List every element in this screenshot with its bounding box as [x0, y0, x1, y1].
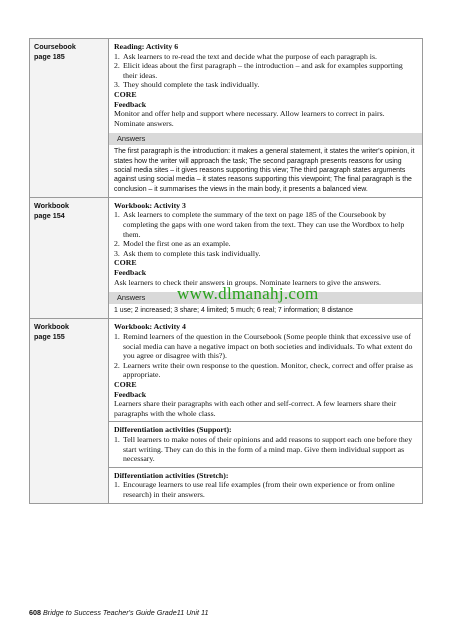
core-label: CORE [114, 380, 137, 390]
page-number: 608 [29, 608, 41, 617]
footer-title: Bridge to Success Teacher's Guide Grade11 Unit 11 [43, 608, 209, 617]
step-item: 1. Encourage learners to use real life examples (from their own experience or from online research) in their answers. [114, 480, 395, 499]
page-footer [29, 608, 208, 617]
step-item: 1. Remind learners of the question in the Coursebook (Some people think that excessive use of social media can have a negative impact on both societies and individuals. To what extent do you agree or disagree with this?). [114, 332, 413, 361]
activity-block [109, 39, 422, 131]
differentiation-support-label: Differentiation activities (Support): [114, 425, 232, 435]
feedback-text: Ask learners to check their answers in groups. Nominate learners to give the answers. [114, 277, 381, 287]
table-row [30, 39, 423, 198]
step-item: 1. Tell learners to make notes of their opinions and add reasons to support each one before they start writing. They can do this in the form of a mind map. Give them individual support as necessary. [114, 435, 413, 464]
activity-heading: Workbook: Activity 4 [114, 322, 186, 332]
feedback-label: Feedback [114, 267, 147, 277]
reference-cell [30, 197, 109, 319]
answers-header: Answers [109, 292, 422, 304]
answers-header: Answers [109, 133, 422, 145]
activity-cell [109, 39, 423, 198]
step-item: 3. Ask them to complete this task individually. [114, 248, 261, 258]
table-row [30, 319, 423, 503]
reference-book: Coursebook [34, 42, 76, 51]
reference-page: page 185 [34, 52, 65, 61]
reference-cell [30, 319, 109, 503]
step-item: 1. Ask learners to complete the summary of the text on page 185 of the Coursebook by completing the gaps with one word taken from the text. They can use the Wordbox to help them. [114, 210, 405, 239]
feedback-text: Learners share their paragraphs with each other and self-correct. A few learners share their paragraphs with the whole class. [114, 399, 397, 418]
reference-page: page 154 [34, 210, 65, 220]
activity-heading: Workbook: Activity 3 [114, 200, 186, 210]
feedback-label: Feedback [114, 389, 147, 399]
activity-block [109, 198, 422, 290]
activity-cell [109, 319, 423, 503]
reference-cell [30, 39, 109, 198]
step-item: 3. They should complete the task individually. [114, 80, 260, 90]
step-item: 1. Ask learners to re-read the text and decide what the purpose of each paragraph is. [114, 51, 377, 61]
activity-heading: Reading: Activity 6 [114, 42, 179, 51]
step-item: 2. Elicit ideas about the first paragraph – the introduction – and ask for examples supporting their ideas. [114, 61, 403, 80]
differentiation-support [109, 422, 422, 466]
reference-book: Workbook [34, 200, 70, 210]
differentiation-stretch-label: Differentiation activities (Stretch): [114, 470, 229, 480]
reference-book: Workbook [34, 322, 70, 332]
core-label: CORE [114, 89, 137, 99]
answers-text: 1 use; 2 increased; 3 share; 4 limited; 5 much; 6 real; 7 information; 8 distance [114, 307, 354, 315]
answers-text: The first paragraph is the introduction: it makes a general statement, it states the writer's opinion, it states how the writer will approach the task; The second paragraph presents reasons for using social media sites – it gives reasons supporting this view; The third paragraph states arguments against using social media – it states reasons supporting this viewpoint; The final paragraph is the conclusion – it summarises the views in the main body, it presents a balanced view. [114, 148, 415, 193]
step-item: 2. Learners write their own response to the question. Monitor, check, correct and offer praise as appropriate. [114, 360, 413, 380]
lesson-table [29, 38, 423, 504]
step-item: 2. Model the first one as an example. [114, 239, 231, 249]
activity-block [109, 319, 422, 421]
feedback-text: Monitor and offer help and support where necessary. Allow learners to correct in pairs. Nominate answers. [114, 109, 385, 128]
watermark-text: www.dlmanahj.com [177, 284, 319, 303]
feedback-label: Feedback [114, 99, 147, 109]
reference-page: page 155 [34, 332, 65, 342]
differentiation-stretch [109, 468, 422, 503]
core-label: CORE [114, 258, 137, 268]
